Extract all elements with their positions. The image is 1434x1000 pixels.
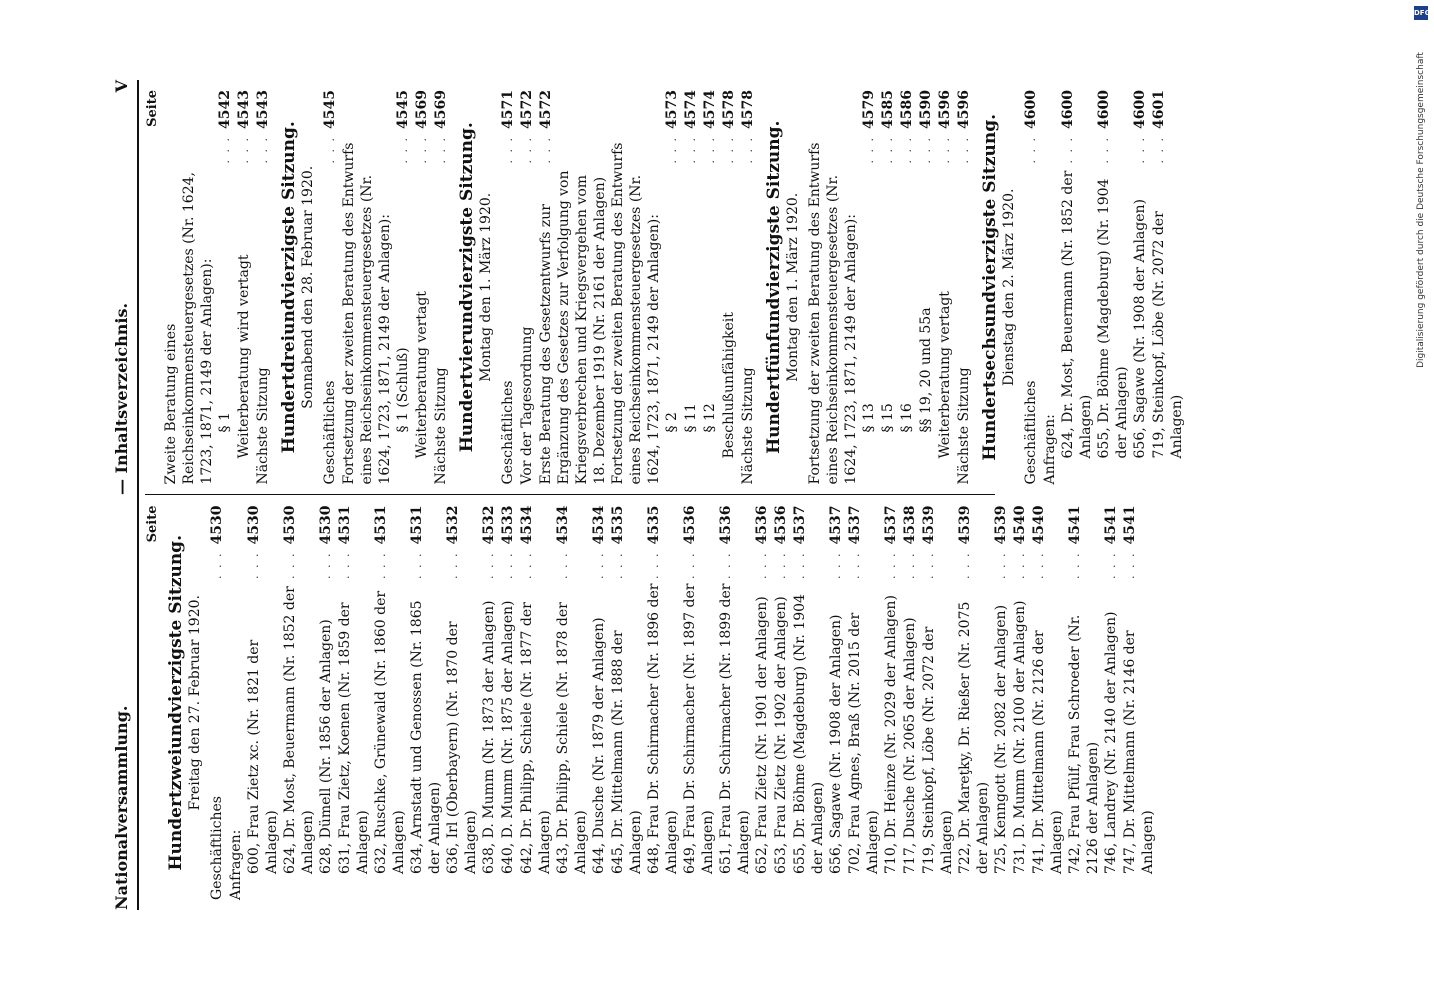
toc-entry	[701, 90, 720, 485]
toc-page-number: 4531	[337, 505, 353, 545]
toc-entry-text: 742, Frau Pfülf, Frau Schroeder (Nr. 2126 der Anlagen)	[1067, 610, 1101, 874]
leader-dots: . . .	[320, 551, 333, 579]
session-title: Hundertzweiundvierzigste Sitzung.	[166, 535, 186, 871]
toc-page-number: 4573	[664, 90, 680, 129]
toc-page-number: 4586	[899, 90, 915, 129]
toc-entry-text: Nächste Sitzung	[956, 367, 972, 485]
toc-entry-text: 746, Landrey (Nr. 2140 der Anlagen)	[1103, 611, 1119, 874]
toc-entry-text: §§ 19, 20 und 55a	[918, 307, 934, 433]
toc-entry	[1095, 90, 1131, 485]
toc-entry	[1030, 506, 1066, 901]
session-date: Sonnabend den 28. Februar 1920.	[300, 165, 316, 409]
toc-entry	[955, 90, 974, 485]
leader-dots: . . .	[684, 551, 697, 579]
leader-dots: . . .	[920, 136, 933, 164]
toc-entry	[920, 506, 956, 901]
leader-dots: . . .	[830, 551, 843, 579]
leader-dots: . . .	[959, 551, 972, 579]
toc-entry-text: Weiterberatung wird vertagt	[236, 254, 252, 459]
leader-dots: . . .	[1025, 136, 1038, 164]
toc-entry	[227, 506, 245, 901]
leader-dots: . . .	[502, 551, 515, 579]
toc-entry	[791, 506, 827, 901]
toc-entry-text: Nächste Sitzung	[740, 367, 756, 485]
toc-entry-text: Vor der Tagesordnung	[519, 326, 535, 485]
toc-entry-text: 640, D. Mumm (Nr. 1875 der Anlagen)	[500, 600, 516, 874]
toc-entry-text: 656, Sagawe (Nr. 1908 der Anlagen)	[828, 614, 844, 874]
leader-dots: . . .	[849, 551, 862, 579]
session-title: Hundertvierundvierzigste Sitzung.	[457, 122, 477, 453]
toc-page-number: 4596	[937, 90, 953, 129]
leader-dots: . . .	[502, 136, 515, 164]
toc-entry	[281, 506, 317, 901]
toc-page-number: 4571	[500, 90, 516, 129]
toc-entry	[254, 90, 273, 485]
leader-dots: . . .	[863, 136, 876, 164]
toc-entry-text: 719, Steinkopf, Löbe (Nr. 2072 der Anlagen)	[921, 622, 955, 874]
toc-entry-text: § 16	[899, 403, 915, 433]
toc-entry-text: § 1	[217, 412, 233, 433]
leader-dots: . . .	[612, 551, 625, 579]
session-date: Montag den 1. März 1920.	[785, 192, 801, 382]
leader-dots: . . .	[720, 551, 733, 579]
toc-entry	[499, 506, 518, 901]
toc-entry	[372, 506, 408, 901]
toc-entry	[956, 506, 992, 901]
toc-entry	[1066, 506, 1102, 901]
toc-entry	[739, 90, 758, 485]
toc-page-number: 4590	[918, 90, 934, 129]
toc-entry	[609, 506, 645, 901]
leader-dots: . . .	[248, 551, 261, 579]
toc-entry	[992, 506, 1011, 901]
toc-entry-text: 653, Frau Zietz (Nr. 1902 der Anlagen)	[773, 596, 789, 874]
header-page-roman: V	[112, 80, 131, 93]
toc-entry-text: Zweite Beratung eines Reichseinkommensteuergesetzes (Nr. 1624, 1723, 1871, 2149 der Anlagen):	[163, 167, 215, 485]
toc-page-number: 4574	[683, 90, 699, 129]
page-header	[112, 80, 139, 910]
toc-page-number: 4596	[956, 90, 972, 129]
header-center: Inhaltsverzeichnis.	[112, 302, 131, 474]
toc-page-number: 4535	[646, 505, 662, 545]
toc-entry-text: Geschäftliches	[209, 796, 225, 900]
toc-entry-text: 717, Dusche (Nr. 2065 der Anlagen)	[902, 617, 918, 874]
leader-dots: . . .	[257, 136, 270, 164]
toc-entry-text: 741, Dr. Mittelmann (Nr. 2126 der Anlagen)	[1031, 625, 1065, 874]
leader-dots: . . .	[521, 551, 534, 579]
toc-entry-text: Geschäftliches	[500, 380, 516, 485]
toc-entry-text: 628, Dümell (Nr. 1856 der Anlagen)	[318, 619, 334, 874]
toc-page-number: 4600	[1132, 90, 1148, 129]
toc-entry-text: 710, Dr. Heinze (Nr. 2029 der Anlagen)	[883, 595, 899, 874]
toc-page-number: 4536	[718, 505, 734, 545]
session-title: Hundertdreiundvierzigste Sitzung.	[279, 121, 299, 454]
session-date: Dienstag den 2. März 1920.	[1001, 188, 1017, 386]
toc-page-number: 4539	[993, 505, 1009, 545]
toc-entry-text: Nächste Sitzung	[433, 367, 449, 485]
toc-page-number: 4537	[883, 505, 899, 545]
toc-entry	[645, 506, 681, 901]
toc-entry	[663, 90, 682, 485]
toc-entry-text: Fortsetzung der zweiten Beratung des Entwurfs eines Reichseinkommensteuergesetzes (Nr. 1624, 1723, 1871, 2149 der Anlagen):	[807, 138, 859, 485]
toc-page-number: 4539	[921, 505, 937, 545]
toc-entry	[590, 506, 609, 901]
toc-entry	[1011, 506, 1030, 901]
toc-entry	[554, 506, 590, 901]
leader-dots: . . .	[958, 136, 971, 164]
toc-entry	[235, 90, 254, 485]
toc-entry	[753, 506, 772, 901]
toc-entry-text: 643, Dr. Philipp, Schiele (Nr. 1878 der Anlagen)	[555, 597, 589, 874]
toc-page-number: 4537	[828, 505, 844, 545]
toc-entry	[216, 90, 235, 485]
toc-entry-text: 632, Ruschke, Grünewald (Nr. 1860 der Anlagen)	[373, 586, 407, 874]
leader-dots: . . .	[901, 136, 914, 164]
leader-dots: . . .	[685, 136, 698, 164]
toc-entry-text: Erste Beratung des Gesetzentwurfs zur Ergänzung des Gesetzes zur Verfolgung von Kriegsverbrechen und Kriegsvergehen vom 18. Dezember 1919 (Nr. 2161 der Anlagen)	[538, 166, 608, 485]
toc-page-number: 4530	[318, 505, 334, 545]
toc-entry	[394, 90, 413, 485]
toc-entry-text: § 13	[861, 403, 877, 433]
toc-entry-text: 719, Steinkopf, Löbe (Nr. 2072 der Anlagen)	[1151, 206, 1185, 459]
leader-dots: . . .	[995, 551, 1008, 579]
toc-entry-text: 644, Dusche (Nr. 1879 der Anlagen)	[591, 617, 607, 874]
seite-label: Seite	[145, 90, 160, 127]
toc-page-number: 4534	[591, 505, 607, 545]
leader-dots: . . .	[1033, 551, 1046, 579]
leader-dots: . . .	[435, 136, 448, 164]
toc-entry-text: § 11	[683, 403, 699, 433]
seite-label: Seite	[145, 505, 160, 543]
toc-entry	[432, 90, 451, 485]
toc-page-number: 4540	[1012, 505, 1028, 545]
toc-page-number: 4542	[217, 90, 233, 129]
leader-dots: . . .	[923, 551, 936, 579]
leader-dots: . . .	[483, 551, 496, 579]
toc-page-number: 4533	[500, 505, 516, 545]
toc-entry	[681, 506, 717, 901]
toc-entry-text: § 1 (Schluß)	[395, 347, 411, 433]
toc-page-number: 4600	[1060, 90, 1076, 129]
toc-page-number: 4534	[519, 505, 535, 545]
header-left: Nationalversammlung.	[112, 705, 131, 910]
toc-entry-text: Nächste Sitzung	[255, 367, 271, 485]
leader-dots: . . .	[397, 136, 410, 164]
leader-dots: . . .	[219, 136, 232, 164]
toc-page-number: 4531	[373, 505, 389, 545]
toc-entry-text: 655, Dr. Böhme (Magdeburg) (Nr. 1904 der Anlagen)	[1096, 174, 1130, 459]
toc-entry	[682, 90, 701, 485]
toc-entry	[1041, 90, 1059, 485]
leader-dots: . . .	[284, 551, 297, 579]
toc-page-number: 4530	[209, 505, 225, 545]
leader-dots: . . .	[794, 551, 807, 579]
toc-page-number: 4530	[282, 505, 298, 545]
toc-entry-text: 652, Frau Zietz (Nr. 1901 der Anlagen)	[754, 596, 770, 874]
toc-entry-text: Anfragen:	[1042, 414, 1058, 485]
toc-page-number: 4569	[433, 90, 449, 129]
toc-entry-text: § 12	[702, 403, 718, 433]
toc-page-number: 4572	[519, 90, 535, 129]
toc-entry	[162, 90, 216, 485]
toc-page-number: 4601	[1151, 90, 1167, 129]
left-column	[145, 495, 1156, 911]
toc-entry	[1102, 506, 1121, 901]
toc-page-number: 4537	[847, 505, 863, 545]
leader-dots: . . .	[939, 136, 952, 164]
toc-entry	[1059, 90, 1095, 485]
toc-entry	[537, 90, 609, 485]
toc-entry-text: 747, Dr. Mittelmann (Nr. 2146 der Anlagen)	[1122, 625, 1156, 874]
toc-page-number: 4539	[957, 505, 973, 545]
toc-page-number: 4541	[1122, 505, 1138, 545]
leader-dots: . . .	[723, 136, 736, 164]
toc-page-number: 4534	[555, 505, 571, 545]
leader-dots: . . .	[557, 551, 570, 579]
toc-entry-text: Weiterberatung vertagt	[937, 291, 953, 459]
leader-dots: . . .	[339, 551, 352, 579]
dfg-logo: DFG	[1414, 6, 1428, 20]
leader-dots: . . .	[1014, 551, 1027, 579]
toc-entry	[901, 506, 920, 901]
leader-dots: . . .	[756, 551, 769, 579]
toc-page-number: 4543	[236, 90, 252, 129]
toc-entry-text: Geschäftliches	[322, 380, 338, 485]
session-date: Montag den 1. März 1920.	[478, 192, 494, 382]
leader-dots: . . .	[593, 551, 606, 579]
toc-entry-text: 624, Dr. Most, Beuermann (Nr. 1852 der Anlagen)	[282, 581, 316, 874]
toc-entry-text: Weiterberatung vertagt	[414, 291, 430, 459]
leader-dots: . . .	[324, 136, 337, 164]
leader-dots: . . .	[416, 136, 429, 164]
toc-entry	[245, 506, 281, 901]
toc-entry	[917, 90, 936, 485]
toc-entry	[480, 506, 499, 901]
toc-entry	[772, 506, 791, 901]
toc-entry-text: Fortsetzung der zweiten Beratung des Entwurfs eines Reichseinkommensteuergesetzes (Nr. 1624, 1723, 1871, 2149 der Anlagen):	[610, 138, 662, 485]
leader-dots: . . .	[882, 136, 895, 164]
toc-page-number: 4572	[538, 90, 554, 129]
session-title: Hundertsechsundvierzigste Sitzung.	[980, 113, 1000, 461]
toc-page-number: 4578	[740, 90, 756, 129]
toc-page-number: 4536	[754, 505, 770, 545]
toc-page-number: 4574	[702, 90, 718, 129]
credit-line: Digitalisierung gefördert durch die Deutsche Forschungsgemeinschaft	[1416, 52, 1426, 368]
toc-page-number: 4579	[861, 90, 877, 129]
leader-dots: . . .	[211, 551, 224, 579]
toc-page-number: 4543	[255, 90, 271, 129]
toc-page-number: 4532	[481, 505, 497, 545]
leader-dots: . . .	[666, 136, 679, 164]
leader-dots: . . .	[540, 136, 553, 164]
toc-page-number: 4531	[409, 505, 425, 545]
toc-entry-text: 636, Irl (Oberbayern) (Nr. 1870 der Anlagen)	[445, 616, 479, 874]
toc-entry-text: 600, Frau Zietz xc. (Nr. 1821 der Anlagen)	[246, 635, 280, 874]
header-dash: —	[112, 479, 131, 496]
toc-entry-text: 656, Sagawe (Nr. 1908 der Anlagen)	[1132, 199, 1148, 459]
leader-dots: . . .	[1134, 136, 1147, 164]
toc-entry	[499, 90, 518, 485]
toc-entry-text: 631, Frau Zietz, Koenen (Nr. 1859 der Anlagen)	[337, 597, 371, 874]
leader-dots: . . .	[521, 136, 534, 164]
leader-dots: . . .	[1062, 136, 1075, 164]
toc-entry-text: Beschlußunfähigkeit	[721, 312, 737, 459]
toc-entry-text: § 15	[880, 403, 896, 433]
toc-entry	[846, 506, 882, 901]
leader-dots: . . .	[1069, 551, 1082, 579]
session-title: Hundertfünfundvierzigste Sitzung.	[764, 120, 784, 454]
toc-page-number: 4541	[1103, 505, 1119, 545]
toc-entry-text: Geschäftliches	[1023, 380, 1039, 485]
leader-dots: . . .	[904, 551, 917, 579]
toc-entry	[860, 90, 879, 485]
toc-entry	[898, 90, 917, 485]
leader-dots: . . .	[742, 136, 755, 164]
toc-page-number: 4585	[880, 90, 896, 129]
toc-entry	[879, 90, 898, 485]
right-column	[145, 80, 1185, 495]
toc-entry-text: 645, Dr. Mittelmann (Nr. 1888 der Anlagen)	[610, 625, 644, 874]
toc-page-number: 4530	[246, 505, 262, 545]
toc-entry	[518, 90, 537, 485]
toc-entry	[827, 506, 846, 901]
toc-entry	[336, 506, 372, 901]
toc-page-number: 4600	[1023, 90, 1039, 129]
toc-entry-text: 651, Frau Dr. Schirmacher (Nr. 1899 der Anlagen)	[718, 579, 752, 874]
leader-dots: . . .	[411, 551, 424, 579]
toc-entry-text: 655, Dr. Böhme (Magdeburg) (Nr. 1904 der Anlagen)	[792, 589, 826, 874]
toc-entry-text: 642, Dr. Philipp, Schiele (Nr. 1877 der Anlagen)	[519, 597, 553, 874]
toc-page-number: 4537	[792, 505, 808, 545]
session-date: Freitag den 27. Februar 1920.	[187, 595, 203, 811]
toc-page-number: 4535	[610, 505, 626, 545]
document-page	[72, 30, 1362, 970]
toc-entry-text: 649, Frau Dr. Schirmacher (Nr. 1897 der Anlagen)	[682, 579, 716, 874]
toc-entry	[408, 506, 444, 901]
toc-entry	[340, 90, 394, 485]
toc-entry-text: § 2	[664, 412, 680, 433]
toc-entry-text: 634, Arnstadt und Genossen (Nr. 1865 der Anlagen)	[409, 596, 443, 874]
leader-dots: . . .	[1098, 136, 1111, 164]
toc-page-number: 4545	[395, 90, 411, 129]
leader-dots: . . .	[1124, 551, 1137, 579]
toc-page-number: 4541	[1067, 505, 1083, 545]
toc-entry	[1121, 506, 1157, 901]
toc-entry-text: 725, Kenngott (Nr. 2082 der Anlagen)	[993, 604, 1009, 874]
leader-dots: . . .	[1105, 551, 1118, 579]
toc-entry	[444, 506, 480, 901]
toc-entry	[1131, 90, 1150, 485]
leader-dots: . . .	[648, 551, 661, 579]
toc-entry	[936, 90, 955, 485]
toc-entry	[609, 90, 663, 485]
toc-entry-text: 722, Dr. Mareţky, Dr. Rießer (Nr. 2075 der Anlagen)	[957, 597, 991, 874]
toc-entry-text: 731, D. Mumm (Nr. 2100 der Anlagen)	[1012, 600, 1028, 874]
toc-page-number: 4545	[322, 90, 338, 129]
toc-entry	[882, 506, 901, 901]
toc-entry	[413, 90, 432, 485]
toc-page-number: 4532	[445, 505, 461, 545]
toc-page-number: 4536	[773, 505, 789, 545]
toc-entry-text: Anfragen:	[228, 829, 244, 900]
leader-dots: . . .	[375, 551, 388, 579]
toc-entry-text: 624, Dr. Most, Beuermann (Nr. 1852 der Anlagen)	[1060, 166, 1094, 459]
toc-page-number: 4600	[1096, 90, 1112, 129]
toc-entry-text: 648, Frau Dr. Schirmacher (Nr. 1896 der Anlagen)	[646, 579, 680, 874]
toc-entry	[317, 506, 336, 901]
toc-entry-text: Fortsetzung der zweiten Beratung des Entwurfs eines Reichseinkommensteuergesetzes (Nr. 1624, 1723, 1871, 2149 der Anlagen):	[341, 138, 393, 485]
leader-dots: . . .	[704, 136, 717, 164]
toc-entry	[717, 506, 753, 901]
toc-page-number: 4540	[1031, 505, 1047, 545]
leader-dots: . . .	[885, 551, 898, 579]
toc-entry-text: 638, D. Mumm (Nr. 1873 der Anlagen)	[481, 600, 497, 874]
toc-entry	[208, 506, 227, 901]
leader-dots: . . .	[238, 136, 251, 164]
toc-entry	[806, 90, 860, 485]
toc-entry	[720, 90, 739, 485]
toc-entry	[1150, 90, 1186, 485]
toc-entry-text: 702, Frau Agnes, Braß (Nr. 2015 der Anlagen)	[847, 608, 881, 874]
leader-dots: . . .	[447, 551, 460, 579]
toc-page-number: 4569	[414, 90, 430, 129]
toc-entry	[1022, 90, 1041, 485]
toc-entry	[321, 90, 340, 485]
toc-page-number: 4538	[902, 505, 918, 545]
toc-page-number: 4578	[721, 90, 737, 129]
toc-entry	[518, 506, 554, 901]
leader-dots: . . .	[1153, 136, 1166, 164]
toc-page-number: 4536	[682, 505, 698, 545]
leader-dots: . . .	[775, 551, 788, 579]
